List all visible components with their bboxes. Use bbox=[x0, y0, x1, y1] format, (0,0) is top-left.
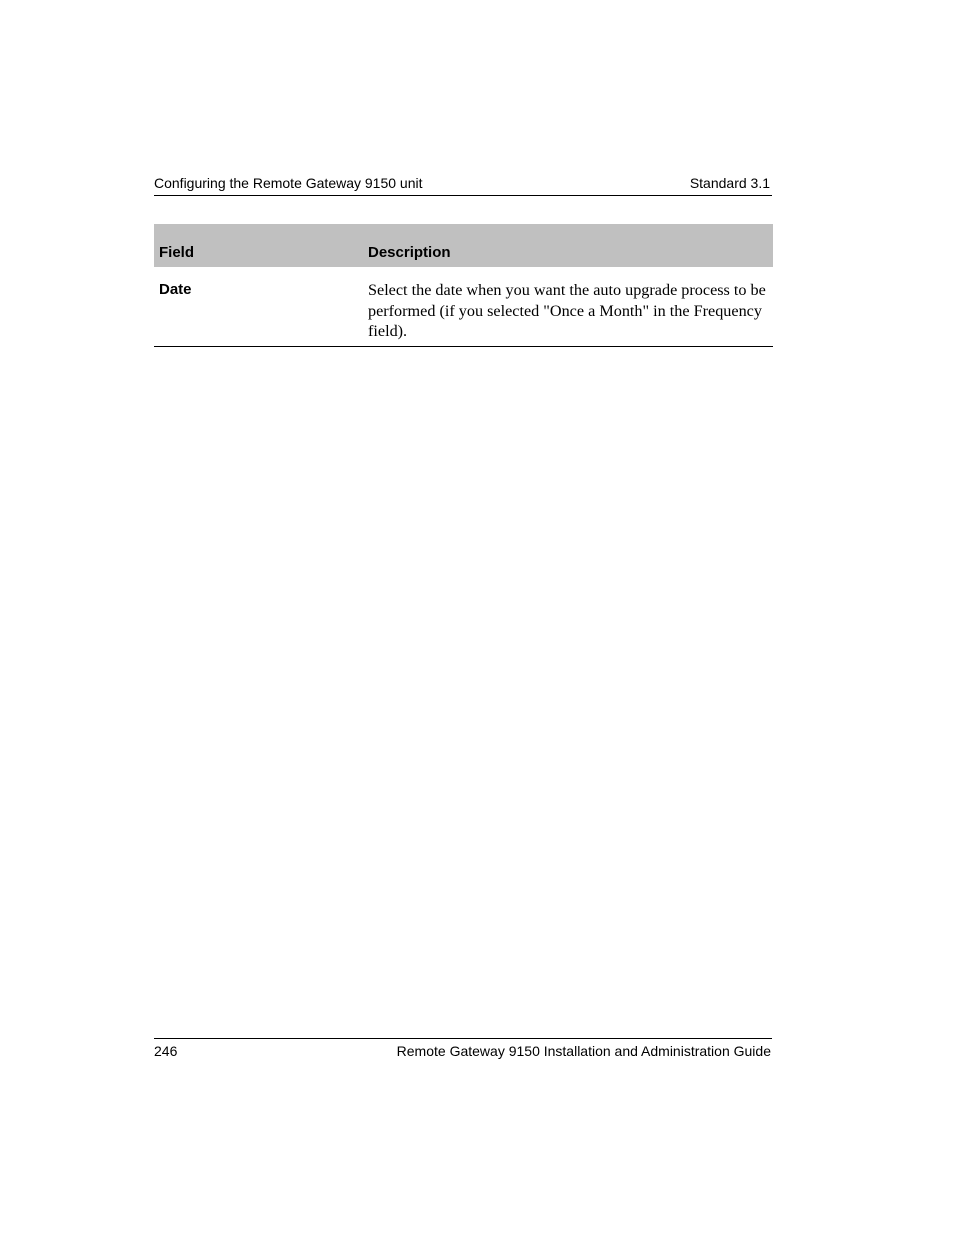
standard-label: Standard 3.1 bbox=[689, 175, 770, 191]
running-header bbox=[154, 173, 772, 196]
guide-title: Remote Gateway 9150 Installation and Administration Guide bbox=[396, 1043, 771, 1059]
table-row bbox=[154, 267, 773, 346]
running-footer bbox=[154, 1038, 772, 1059]
column-header-field: Field bbox=[159, 244, 195, 261]
section-title: Configuring the Remote Gateway 9150 unit bbox=[154, 175, 423, 191]
table-header-row bbox=[154, 224, 773, 267]
field-description-cell: Select the date when you want the auto upgrade process to be performed (if you selected "Once a Month" in the Frequency field). bbox=[363, 267, 773, 346]
page-number: 246 bbox=[154, 1043, 178, 1059]
field-name-cell: Date bbox=[154, 267, 363, 346]
field-description-table bbox=[154, 224, 773, 347]
column-header-description: Description bbox=[368, 244, 451, 261]
